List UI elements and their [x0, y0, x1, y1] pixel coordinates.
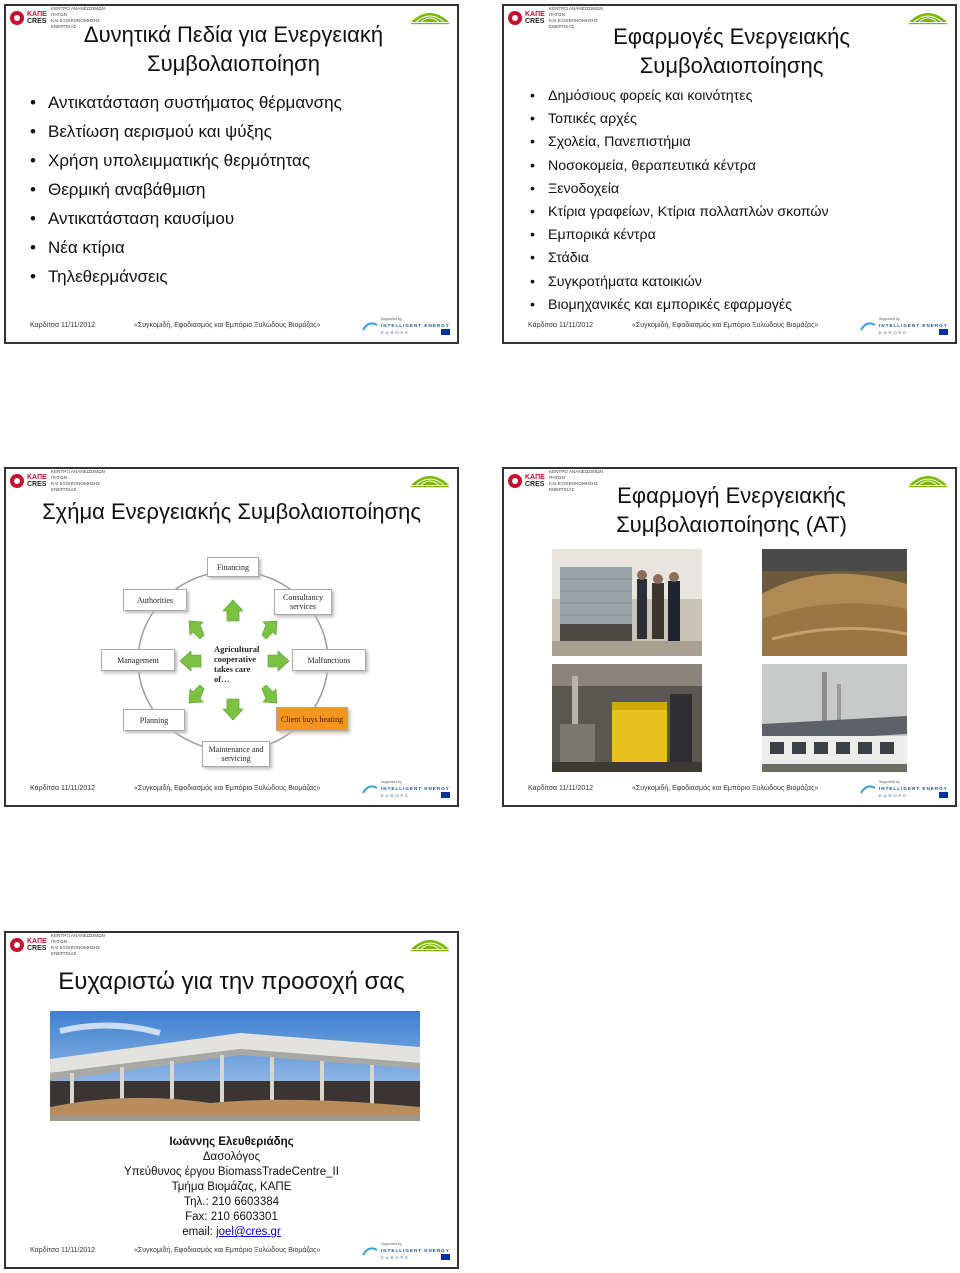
intelligent-energy-europe-logo-icon — [859, 779, 951, 799]
footer-project: «Συγκομιδή, Εφοδιασμός και Εμπόριο Ξυλώδους Βιομάζας» — [632, 322, 819, 329]
list-item: • Θερμική αναβάθμιση — [30, 175, 342, 204]
contact-department: Τμήμα Βιομάζας, ΚΑΠΕ — [171, 1181, 292, 1193]
photo-storage-facility — [552, 549, 702, 656]
biomass-centre-logo-icon — [905, 471, 951, 489]
supported-by-text: Supported by — [381, 1242, 402, 1246]
bullet-list — [30, 88, 342, 291]
logo-abbr-top: ΚΑΠΕ — [27, 474, 47, 481]
contracting-scheme-diagram — [96, 549, 371, 774]
cres-logo-icon — [10, 474, 24, 488]
footer-project: «Συγκομιδή, Εφοδιασμός και Εμπόριο Ξυλώδους Βιομάζας» — [632, 785, 819, 792]
iee-line2: EUROPE — [879, 330, 908, 335]
cres-logo — [10, 469, 121, 492]
iee-line2: EUROPE — [381, 793, 410, 798]
cres-logo-icon — [10, 938, 24, 952]
list-item: • Τοπικές αρχές — [530, 108, 829, 131]
logo-abbr-top: ΚΑΠΕ — [27, 938, 47, 945]
planning-box: Planning — [123, 709, 185, 731]
list-item: • Βιομηχανικές και εμπορικές εφαρμογές — [530, 294, 829, 317]
footer-place-date: Καρδίτσα 11/11/2012 — [528, 322, 594, 329]
logo-abbr-bottom: CRES — [27, 945, 47, 952]
center-line: cooperative — [214, 654, 257, 664]
photo-heating-plant-building — [762, 664, 907, 772]
logo-line1: ΚΕΝΤΡΟ ΑΝΑΝΕΩΣΙΜΩΝ ΠΗΓΩΝ — [51, 933, 105, 944]
bullet-list — [530, 85, 829, 317]
management-box: Management — [101, 649, 175, 671]
iee-line2: EUROPE — [381, 330, 410, 335]
logo-abbr-bottom: CRES — [27, 481, 47, 488]
email-link[interactable]: joel@cres.gr — [216, 1226, 281, 1238]
malfunctions-box: Malfunctions — [292, 649, 366, 671]
list-item: • Εμπορικά κέντρα — [530, 224, 829, 247]
cres-logo-icon — [508, 11, 522, 25]
email-label: email: — [182, 1226, 217, 1238]
intelligent-energy-europe-logo-icon — [859, 316, 951, 336]
supported-by-text: Supported by — [879, 317, 900, 321]
iee-line1: INTELLIGENT ENERGY — [381, 323, 450, 328]
footer-place-date: Καρδίτσα 11/11/2012 — [30, 322, 96, 329]
logo-line1: ΚΕΝΤΡΟ ΑΝΑΝΕΩΣΙΜΩΝ ΠΗΓΩΝ — [51, 469, 105, 480]
contact-name: Ιωάννης Ελευθεριάδης — [169, 1136, 294, 1148]
slide-footer — [6, 316, 457, 338]
footer-project: «Συγκομιδή, Εφοδιασμός και Εμπόριο Ξυλώδους Βιομάζας» — [134, 322, 321, 329]
logo-abbr-top: ΚΑΠΕ — [27, 11, 47, 18]
logo-line2: ΚΑΙ ΕΞΟΙΚΟΝΟΜΗΣΗΣ ΕΝΕΡΓΕΙΑΣ — [549, 481, 599, 492]
contact-fax: Fax: 210 6603301 — [185, 1211, 278, 1223]
supported-by-text: Supported by — [879, 780, 900, 784]
logo-line2: ΚΑΙ ΕΞΟΙΚΟΝΟΜΗΣΗΣ ΕΝΕΡΓΕΙΑΣ — [549, 18, 599, 29]
slide-thank-you — [4, 931, 459, 1269]
center-line: of… — [214, 674, 230, 684]
slide-title: Σχήμα Ενεργειακής Συμβολαιοποίησης — [42, 499, 421, 524]
logo-abbr-top: ΚΑΠΕ — [525, 474, 545, 481]
biomass-centre-logo-icon — [407, 935, 453, 953]
intelligent-energy-europe-logo-icon — [361, 316, 453, 336]
slide-footer — [6, 1241, 457, 1263]
slide-footer — [504, 316, 955, 338]
logo-line2: ΚΑΙ ΕΞΟΙΚΟΝΟΜΗΣΗΣ ΕΝΕΡΓΕΙΑΣ — [51, 945, 101, 956]
biomass-centre-logo-icon — [407, 471, 453, 489]
list-item: • Νέα κτίρια — [30, 233, 342, 262]
list-item: • Στάδια — [530, 247, 829, 270]
financing-box: Financing — [207, 557, 259, 577]
photo-boiler-room — [552, 664, 702, 772]
slide-energy-contracting-fields — [4, 4, 459, 344]
slide-footer — [504, 779, 955, 801]
footer-project: «Συγκομιδή, Εφοδιασμός και Εμπόριο Ξυλώδους Βιομάζας» — [134, 1247, 321, 1254]
maintenance-box: Maintenance and servicing — [202, 741, 270, 767]
logo-line1: ΚΕΝΤΡΟ ΑΝΑΝΕΩΣΙΜΩΝ ΠΗΓΩΝ — [549, 469, 603, 480]
iee-line1: INTELLIGENT ENERGY — [381, 1248, 450, 1253]
list-item: • Βελτίωση αερισμού και ψύξης — [30, 117, 342, 146]
center-line: Agricultural — [214, 644, 260, 654]
slide-title: Δυνητικά Πεδία για Ενεργειακή Συμβολαιοποίηση — [83, 22, 384, 76]
intelligent-energy-europe-logo-icon — [361, 1241, 453, 1261]
center-line: takes care — [214, 664, 251, 674]
slide-energy-contracting-applications — [502, 4, 957, 344]
iee-line2: EUROPE — [879, 793, 908, 798]
iee-line1: INTELLIGENT ENERGY — [879, 323, 948, 328]
photo-biomass-storage-shed — [50, 1011, 420, 1121]
list-item: • Χρήση υπολειμματικής θερμότητας — [30, 146, 342, 175]
logo-abbr-top: ΚΑΠΕ — [525, 11, 545, 18]
iee-line1: INTELLIGENT ENERGY — [381, 786, 450, 791]
cres-logo — [10, 933, 121, 956]
slide-title: Ευχαριστώ για την προσοχή σας — [58, 968, 405, 995]
consultancy-box: Consultancy services — [274, 589, 332, 615]
cres-logo-icon — [10, 11, 24, 25]
list-item: • Κτίρια γραφείων, Κτίρια πολλαπλών σκοπών — [530, 201, 829, 224]
logo-abbr-bottom: CRES — [27, 18, 47, 25]
intelligent-energy-europe-logo-icon — [361, 779, 453, 799]
list-item: • Σχολεία, Πανεπιστήμια — [530, 131, 829, 154]
logo-line2: ΚΑΙ ΕΞΟΙΚΟΝΟΜΗΣΗΣ ΕΝΕΡΓΕΙΑΣ — [51, 481, 101, 492]
logo-line2: ΚΑΙ ΕΞΟΙΚΟΝΟΜΗΣΗΣ ΕΝΕΡΓΕΙΑΣ — [51, 18, 101, 29]
cres-logo-icon — [508, 474, 522, 488]
footer-place-date: Καρδίτσα 11/11/2012 — [30, 785, 96, 792]
slide-energy-contracting-scheme — [4, 467, 459, 807]
photo-wood-chip-pile — [762, 549, 907, 656]
contact-phone: Τηλ.: 210 6603384 — [183, 1196, 280, 1208]
list-item: • Ξενοδοχεία — [530, 178, 829, 201]
footer-project: «Συγκομιδή, Εφοδιασμός και Εμπόριο Ξυλώδους Βιομάζας» — [134, 785, 321, 792]
logo-line1: ΚΕΝΤΡΟ ΑΝΑΝΕΩΣΙΜΩΝ ΠΗΓΩΝ — [549, 6, 603, 17]
diagram-center-text — [214, 644, 259, 684]
logo-line1: ΚΕΝΤΡΟ ΑΝΑΝΕΩΣΙΜΩΝ ΠΗΓΩΝ — [51, 6, 105, 17]
contact-role: Δασολόγος — [202, 1151, 261, 1163]
footer-place-date: Καρδίτσα 11/11/2012 — [528, 785, 594, 792]
slide-title: Εφαρμογή Ενεργειακής Συμβολαιοποίησης (ΑΤ) — [616, 483, 847, 537]
list-item: • Δημόσιους φορείς και κοινότητες — [530, 85, 829, 108]
iee-line1: INTELLIGENT ENERGY — [879, 786, 948, 791]
authorities-box: Authorities — [123, 589, 187, 611]
biomass-centre-logo-icon — [905, 8, 951, 26]
client-buys-heating-box: Client buys heating — [276, 707, 348, 731]
slide-footer — [6, 779, 457, 801]
contact-email-line — [6, 1225, 457, 1240]
logo-abbr-bottom: CRES — [525, 18, 545, 25]
footer-place-date: Καρδίτσα 11/11/2012 — [30, 1247, 96, 1254]
slide-energy-contracting-application-at — [502, 467, 957, 807]
slide-title: Εφαρμογές Ενεργειακής Συμβολαιοποίησης — [613, 24, 850, 78]
supported-by-text: Supported by — [381, 780, 402, 784]
list-item: • Αντικατάσταση συστήματος θέρμανσης — [30, 88, 342, 117]
logo-abbr-bottom: CRES — [525, 481, 545, 488]
list-item: • Συγκροτήματα κατοικιών — [530, 271, 829, 294]
supported-by-text: Supported by — [381, 317, 402, 321]
contact-project-role: Υπεύθυνος έργου BiomassTradeCentre_II — [124, 1166, 339, 1178]
contact-details — [6, 1135, 457, 1240]
list-item: • Νοσοκομεία, θεραπευτικά κέντρα — [530, 155, 829, 178]
list-item: • Αντικατάσταση καυσίμου — [30, 204, 342, 233]
list-item: • Τηλεθερμάνσεις — [30, 262, 342, 291]
iee-line2: EUROPE — [381, 1255, 410, 1260]
